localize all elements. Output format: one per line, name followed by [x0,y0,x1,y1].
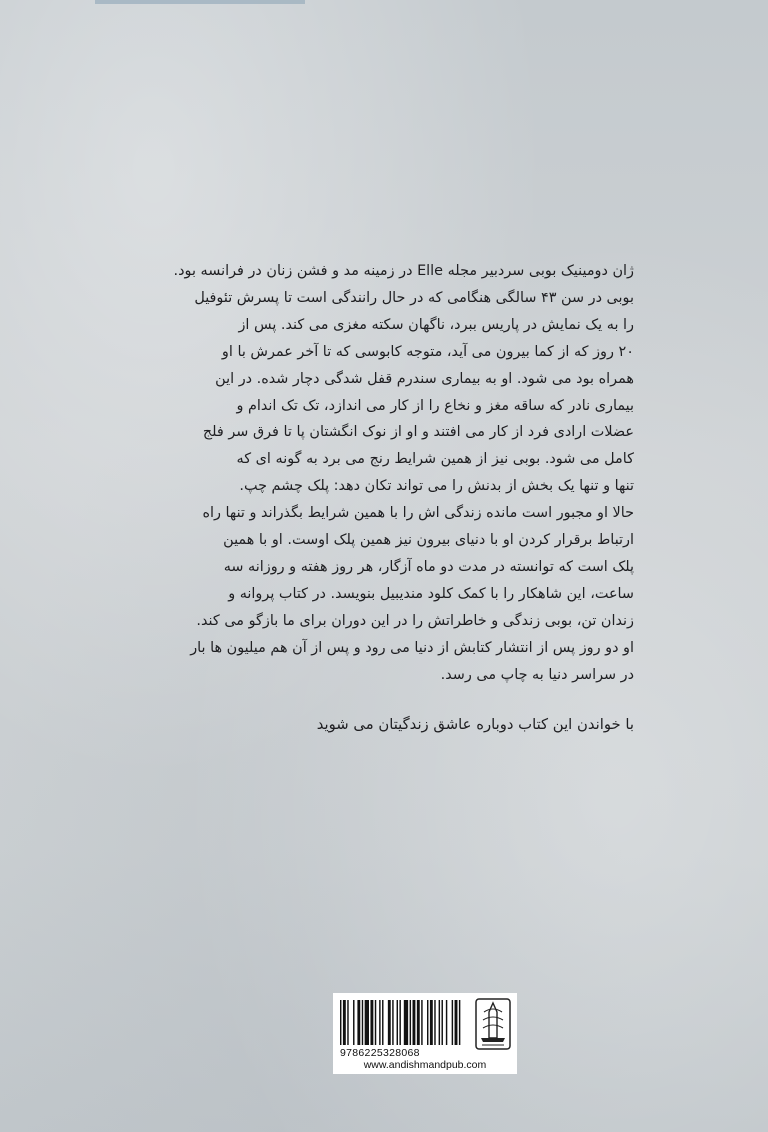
synopsis-line: عضلات ارادی فرد از کار می افتند و او از نوک انگشتان پا تا فرق سر فلج [202,424,634,441]
synopsis-line: بوبی در سن ۴۳ سالگی هنگامی که در حال رانندگی است تا پسرش تئوفیل [194,289,634,306]
synopsis-line: بیماری نادر که ساقه مغز و نخاع را از کار می اندازد، تک تک اندام و [236,397,634,414]
synopsis-line: پلک است که توانسته در مدت دو ماه آزگار، هر روز هفته و روزانه سه [223,558,634,575]
publisher-tower-icon [475,998,511,1050]
synopsis-line: تنها و تنها یک بخش از بدنش را می تواند تکان دهد: پلک چشم چپ. [239,478,634,495]
synopsis-line: کامل می شود. بوبی نیز از همین شرایط رنج می برد به گونه ای که [236,451,634,468]
barcode-icon [340,1000,470,1045]
synopsis-line: زندان تن، بوبی زندگی و خاطراتش را در این دوران برای ما بازگو می کند. [196,612,634,629]
tagline: با خواندن این کتاب دوباره عاشق زندگیتان می شوید [316,716,634,733]
synopsis-line: ژان دومینیک بوبی سردبیر مجله Elle در زمینه مد و فشن زنان در فرانسه بود. [173,263,634,279]
synopsis-line: او دو روز پس از انتشار کتابش از دنیا می رود و پس از آن هم میلیون ها بار [190,639,634,656]
synopsis-line: در سراسر دنیا به چاپ می رسد. [440,666,634,683]
publisher-website: www.andishmandpub.com [363,1059,487,1071]
synopsis-line: ارتباط برقرار کردن او با دنیای بیرون نیز همین پلک اوست. او با همین [223,532,634,549]
barcode-label [333,993,517,1074]
top-edge-strip [95,0,305,4]
synopsis-line: را به یک نمایش در پاریس ببرد، ناگهان سکته مغزی می کند. پس از [238,316,634,333]
synopsis-text [122,258,634,689]
synopsis-line: حالا او مجبور است مانده زندگی اش را با همین شرایط بگذراند و تنها راه [202,505,634,522]
synopsis-line: همراه بود می شود. او به بیماری سندرم قفل شدگی دچار شده. در این [215,370,634,387]
synopsis-line: ساعت، این شاهکار را با کمک کلود مندیبیل بنویسد. در کتاب پروانه و [228,585,634,602]
isbn-number: 9786225328068 [340,1047,420,1059]
synopsis-line: ۲۰ روز که از کما بیرون می آید، متوجه کابوسی که تا آخر عمرش با او [221,343,634,360]
